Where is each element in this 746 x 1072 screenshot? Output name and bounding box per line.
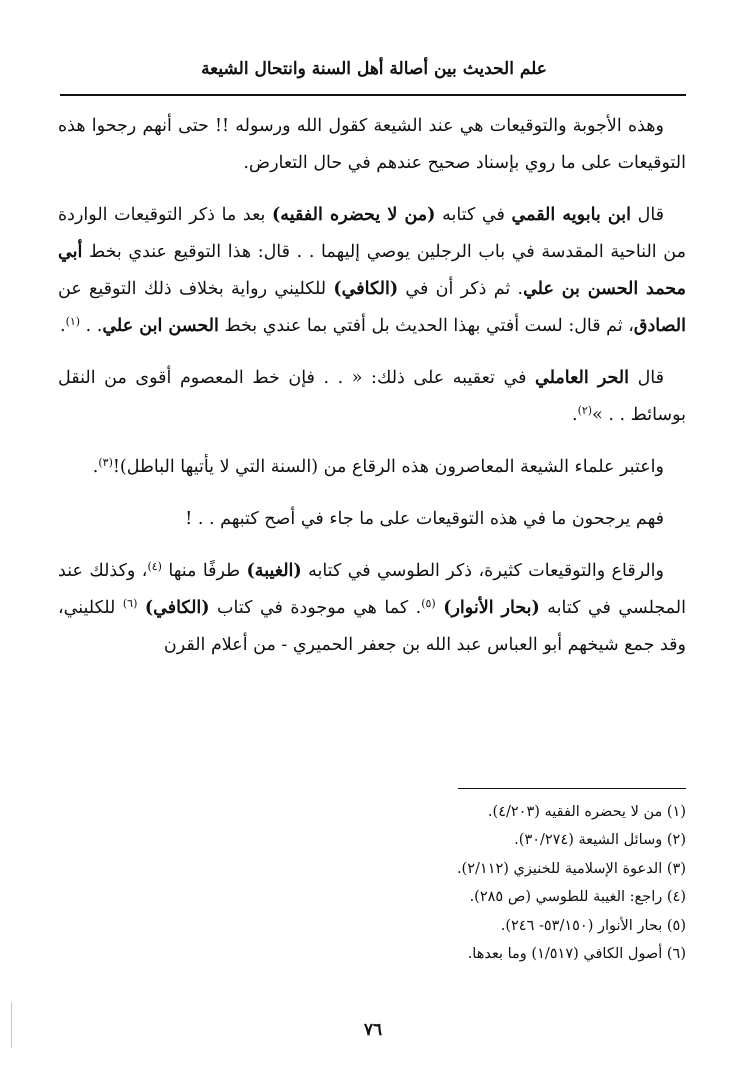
- text-run: في تعقيبه على ذلك: « . . فإن خط المعصوم أقوى من النقل بوسائط . . »: [58, 368, 686, 425]
- paragraph-6: [58, 553, 686, 664]
- bold-name: أبي محمد الحسن بن علي: [58, 242, 686, 299]
- text-run: ، ثم قال: لست أفتي بهذا الحديث بل أفتي بما عندي بخط: [218, 316, 634, 336]
- bold-book-title: (بحار الأنوار): [443, 598, 540, 618]
- text-run: قال: [629, 368, 664, 388]
- text-run: [137, 598, 144, 618]
- bold-name: الحر العاملي: [535, 368, 629, 388]
- main-text: [58, 108, 686, 664]
- bold-name: الحسن ابن علي: [102, 316, 219, 336]
- text-run: للكليني، وقد جمع شيخهم أبو العباس عبد الله بن جعفر الحميري - من أعلام القرن: [58, 598, 686, 655]
- paragraph-3: [58, 360, 686, 434]
- text-run: . .: [80, 316, 103, 336]
- footnote-ref-6[interactable]: (٦): [122, 597, 138, 610]
- footnote-ref-1[interactable]: (١): [65, 315, 81, 328]
- footnote-4: (٤) راجع: الغيبة للطوسي (ص ٢٨٥).: [469, 889, 686, 906]
- text-run: .: [59, 316, 66, 336]
- footnote-1: (١) من لا يحضره الفقيه (٤/٢٠٣).: [487, 804, 686, 820]
- footnote-ref-4[interactable]: (٤): [147, 560, 162, 573]
- paragraph-1: وهذه الأجوبة والتوقيعات هي عند الشيعة كقول الله ورسوله !! حتى أنهم رجحوا هذه التوقيعات على ما روي بإسناد صحيح عندهم في حال التعارض.: [58, 116, 686, 173]
- footnote-ref-5[interactable]: (٥): [421, 597, 436, 610]
- bold-name: الصادق: [633, 316, 686, 336]
- text-run: قال: [630, 205, 665, 225]
- page-number: ٧٦: [363, 1020, 383, 1040]
- footnote-6: (٦) أصول الكافي (١/٥١٧) وما بعدها.: [467, 946, 686, 963]
- bold-book-title: (الكافي): [144, 598, 210, 618]
- bold-book-title: (من لا يحضره الفقيه): [272, 205, 436, 225]
- bold-name: ابن بابويه القمي: [511, 205, 631, 225]
- footnote-ref-3[interactable]: (٣): [98, 456, 113, 469]
- text-run: .: [92, 457, 99, 477]
- text-run: بعد ما ذكر التوقيعات الواردة من الناحية المقدسة في باب الرجلين يوصي إليهما . . قال: هذا التوقيع عندي بخط: [58, 205, 686, 262]
- footnote-5: (٥) بحار الأنوار (٥٣/١٥٠- ٢٤٦).: [500, 917, 686, 934]
- text-run: . كما هي موجودة في كتاب: [209, 598, 422, 618]
- footnote-separator: [458, 788, 686, 789]
- footnote-2: (٢) وسائل الشيعة (٣٠/٢٧٤).: [514, 832, 686, 849]
- running-header: علم الحديث بين أصالة أهل السنة وانتحال الشيعة: [201, 59, 547, 79]
- scan-margin-mark: [11, 1002, 12, 1048]
- bold-book-title: (الكافي): [333, 279, 399, 299]
- header-rule: [60, 94, 686, 96]
- text-run: واعتبر علماء الشيعة المعاصرون هذه الرقاع من (السنة التي لا يأتيها الباطل)!: [112, 457, 664, 477]
- text-run: . ثم ذكر أن في: [398, 279, 524, 299]
- text-run: .: [571, 405, 578, 425]
- paragraph-5: فهم يرجحون ما في هذه التوقيعات على ما جاء في أصح كتبهم . . !: [185, 509, 664, 529]
- footnotes-list: [120, 798, 686, 968]
- footnote-ref-2[interactable]: (٢): [577, 404, 593, 417]
- text-run: في كتابه: [435, 205, 512, 225]
- paragraph-4: [58, 449, 686, 486]
- paragraph-2: [58, 197, 686, 345]
- footnote-3: (٣) الدعوة الإسلامية للخنيزي (٢/١١٢).: [456, 860, 686, 877]
- text-run: للكليني رواية بخلاف ذلك التوقيع عن: [58, 279, 334, 299]
- bold-book-title: (الغيبة): [246, 561, 302, 581]
- text-run: طرفًا منها: [161, 561, 247, 581]
- text-run: والرقاع والتوقيعات كثيرة، ذكر الطوسي في كتابه: [301, 561, 664, 581]
- text-run: ، وكذلك عند المجلسي في كتابه: [58, 561, 686, 618]
